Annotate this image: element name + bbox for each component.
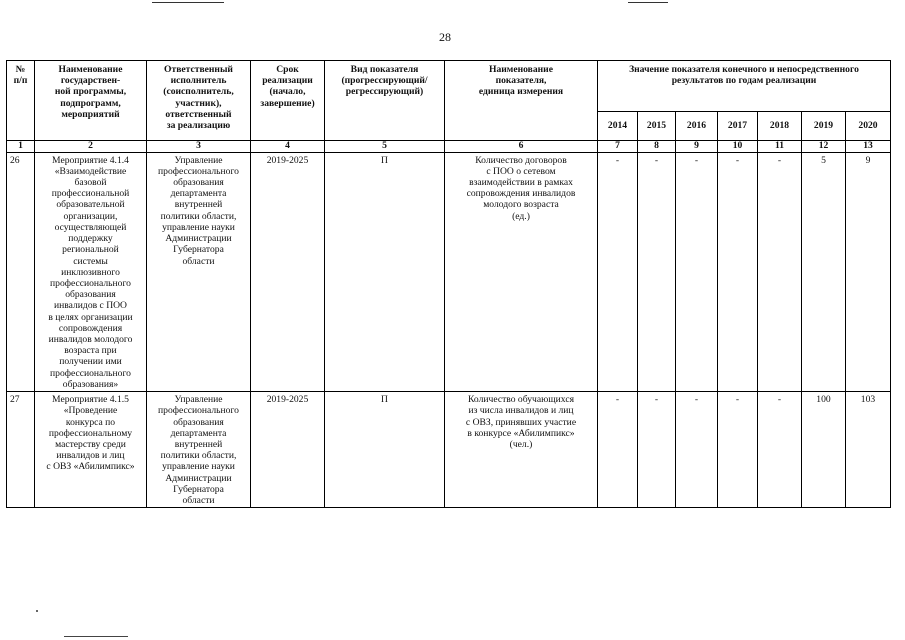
year-value: 103 (846, 392, 891, 508)
header-num: № п/п (7, 61, 35, 141)
implementation-term: 2019-2025 (251, 152, 325, 392)
table-row (7, 392, 891, 508)
executor: Управление профессионального образования департамента внутренней политики области, управление науки Администрации Губернатора области (147, 152, 251, 392)
row-number: 27 (7, 392, 35, 508)
header-indicator-type: Вид показателя (прогрессирующий/ регрессирующий) (325, 61, 445, 141)
header-year: 2018 (758, 112, 802, 141)
page-number: 28 (439, 30, 451, 44)
header-row (7, 61, 891, 112)
column-number: 4 (251, 141, 325, 153)
column-number: 10 (718, 141, 758, 153)
header-year: 2016 (676, 112, 718, 141)
header-term: Срок реализации (начало, завершение) (251, 61, 325, 141)
activity-name: Мероприятие 4.1.5 «Проведение конкурса по профессиональному мастерству среди инвалидов и лиц с ОВЗ «Абилимпикс» (35, 392, 147, 508)
header-values-group: Значение показателя конечного и непосредственного результатов по годам реализации (598, 61, 891, 112)
column-number: 5 (325, 141, 445, 153)
column-numbers-row (7, 141, 891, 153)
column-number: 6 (445, 141, 598, 153)
year-value: - (758, 392, 802, 508)
scan-line-bottom (64, 636, 128, 637)
column-number: 11 (758, 141, 802, 153)
executor: Управление профессионального образования департамента внутренней политики области, управление науки Администрации Губернатора области (147, 392, 251, 508)
column-number: 2 (35, 141, 147, 153)
year-value: - (718, 392, 758, 508)
implementation-term: 2019-2025 (251, 392, 325, 508)
indicator-name: Количество обучающихся из числа инвалидов и лиц с ОВЗ, принявших участие в конкурсе «Абилимпикс» (чел.) (445, 392, 598, 508)
row-number: 26 (7, 152, 35, 392)
column-number: 13 (846, 141, 891, 153)
header-year: 2014 (598, 112, 638, 141)
header-year: 2017 (718, 112, 758, 141)
year-value: - (598, 152, 638, 392)
column-number: 12 (802, 141, 846, 153)
year-value: - (638, 152, 676, 392)
scan-speck (36, 610, 38, 612)
scan-line-top-left (152, 2, 224, 3)
column-number: 9 (676, 141, 718, 153)
column-number: 7 (598, 141, 638, 153)
header-indicator-name: Наименование показателя, единица измерения (445, 61, 598, 141)
year-value: - (638, 392, 676, 508)
scan-line-top-right (628, 2, 668, 3)
column-number: 3 (147, 141, 251, 153)
year-value: - (718, 152, 758, 392)
header-executor: Ответственный исполнитель (соисполнитель, участник), ответственный за реализацию (147, 61, 251, 141)
indicator-table (6, 60, 891, 508)
column-number: 1 (7, 141, 35, 153)
header-year: 2015 (638, 112, 676, 141)
indicator-type: П (325, 392, 445, 508)
header-name: Наименование государствен- ной программы, подпрограмм, мероприятий (35, 61, 147, 141)
indicator-type: П (325, 152, 445, 392)
year-value: - (758, 152, 802, 392)
year-value: - (598, 392, 638, 508)
year-value: - (676, 392, 718, 508)
header-year: 2020 (846, 112, 891, 141)
activity-name: Мероприятие 4.1.4 «Взаимодействие базовой профессиональной образовательной организации, осуществляющей поддержку региональной системы инклюзивного профессионального образования инвалидов с ПОО в целях организации сопровождения инвалидов молодого возраста при получении ими профессионального образования» (35, 152, 147, 392)
column-number: 8 (638, 141, 676, 153)
header-year: 2019 (802, 112, 846, 141)
year-value: - (676, 152, 718, 392)
year-value: 5 (802, 152, 846, 392)
table-row (7, 152, 891, 392)
year-value: 9 (846, 152, 891, 392)
year-value: 100 (802, 392, 846, 508)
indicator-name: Количество договоров с ПОО о сетевом взаимодействии в рамках сопровождения инвалидов молодого возраста (ед.) (445, 152, 598, 392)
